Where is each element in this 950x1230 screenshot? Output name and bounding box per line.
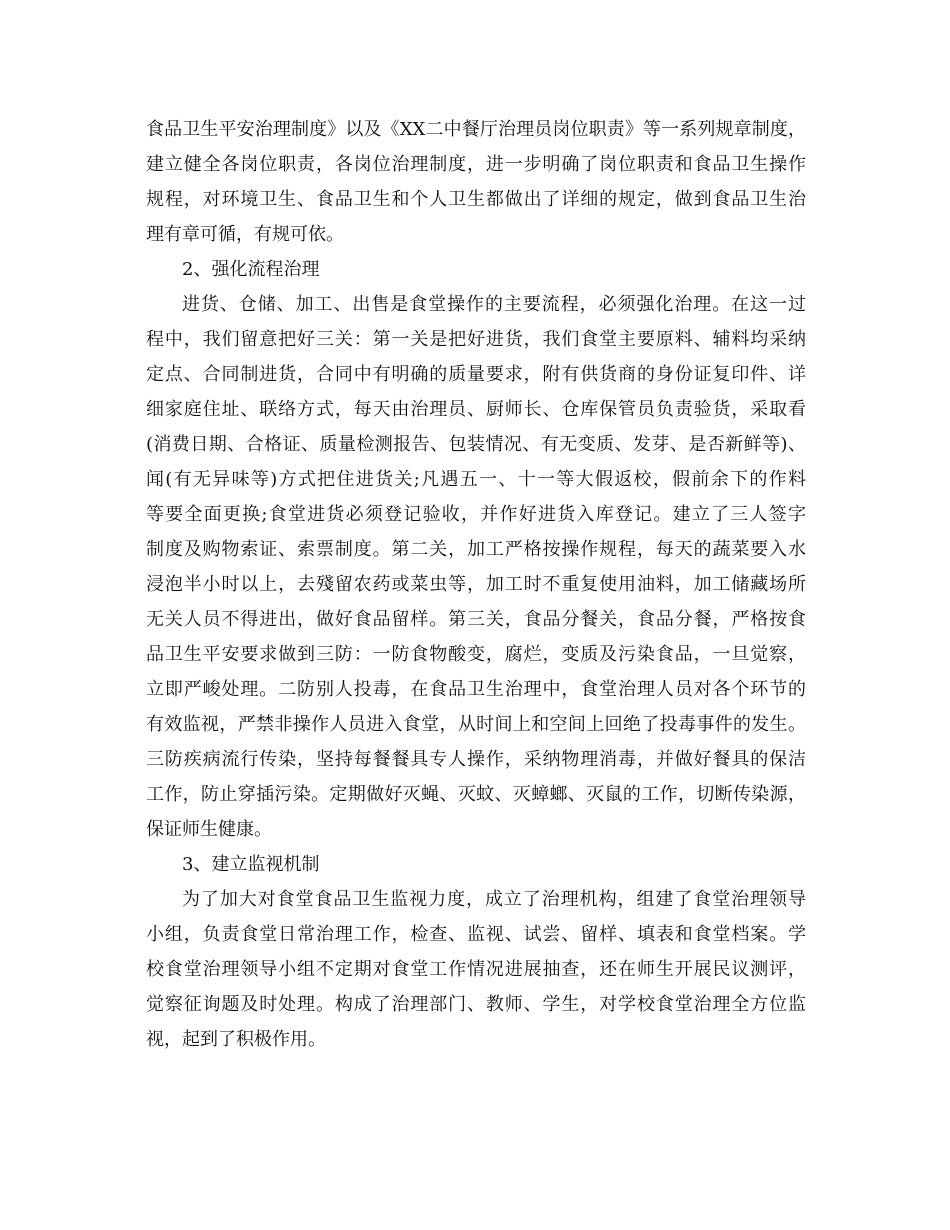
text-line: 保证师生健康。 (146, 819, 272, 840)
text-line: 定点、合同制进货，合同中有明确的质量要求，附有供货商的身份证复印件、详 (146, 364, 806, 385)
text-line: 校食堂治理领导小组不定期对食堂工作情况进展抽查，还在师生开展民议测评， (146, 959, 806, 980)
text-line: 立即严峻处理。二防别人投毒，在食品卫生治理中，食堂治理人员对各个环节的 (146, 679, 806, 700)
text-line: 有效监视，严禁非操作人员进入食堂，从时间上和空间上回绝了投毒事件的发生。 (146, 714, 806, 735)
text-line: 浸泡半小时以上，去殘留农药或菜虫等，加工时不重复使用油料，加工储藏场所 (146, 574, 806, 595)
text-line: 建立健全各岗位职责，各岗位治理制度，进一步明确了岗位职责和食品卫生操作 (146, 154, 806, 175)
text-line: 进货、仓储、加工、出售是食堂操作的主要流程，必须强化治理。在这一过 (182, 294, 806, 315)
text-line: 细家庭住址、联络方式，每天由治理员、厨师长、仓库保管员负责验货，采取看 (146, 399, 806, 420)
text-line: 工作，防止穿插污染。定期做好灭蝇、灭蚊、灭蟑螂、灭鼠的工作，切断传染源， (146, 784, 806, 805)
text-line: 三防疾病流行传染，坚持每餐餐具专人操作，采纳物理消毒，并做好餐具的保洁 (146, 749, 806, 770)
text-line: 规程，对环境卫生、食品卫生和个人卫生都做出了详细的规定，做到食品卫生治 (146, 189, 806, 210)
text-line: 理有章可循，有规可依。 (146, 224, 344, 245)
document-body (146, 112, 806, 1057)
section-heading: 3、建立监视机制 (182, 854, 320, 875)
text-line: 视，起到了积极作用。 (146, 1029, 326, 1050)
text-line: 品卫生平安要求做到三防：一防食物酸变，腐烂，变质及污染食品，一旦觉察， (146, 644, 806, 665)
text-line: 食品卫生平安治理制度》以及《XX二中餐厅治理员岗位职责》等一系列规章制度， (146, 119, 806, 140)
text-line: 制度及购物索证、索票制度。第二关，加工严格按操作规程，每天的蔬菜要入水 (146, 539, 806, 560)
text-line: 程中，我们留意把好三关：第一关是把好进货，我们食堂主要原料、辅料均采纳 (146, 329, 806, 350)
text-line: (消费日期、合格证、质量检测报告、包装情况、有无变质、发芽、是否新鲜等)、 (146, 434, 806, 455)
text-line: 等要全面更换;食堂进货必须登记验收，并作好进货入库登记。建立了三人签字 (146, 504, 806, 525)
text-line: 觉察征询题及时处理。构成了治理部门、教师、学生，对学校食堂治理全方位监 (146, 994, 806, 1015)
text-line: 为了加大对食堂食品卫生监视力度，成立了治理机构，组建了食堂治理领导 (182, 889, 806, 910)
text-line: 闻(有无异味等)方式把住进货关;凡遇五一、十一等大假返校，假前余下的作料 (146, 469, 806, 490)
section-heading: 2、强化流程治理 (182, 259, 320, 280)
text-line: 无关人员不得进出，做好食品留样。第三关，食品分餐关，食品分餐，严格按食 (146, 609, 806, 630)
text-line: 小组，负责食堂日常治理工作，检查、监视、试尝、留样、填表和食堂档案。学 (146, 924, 806, 945)
